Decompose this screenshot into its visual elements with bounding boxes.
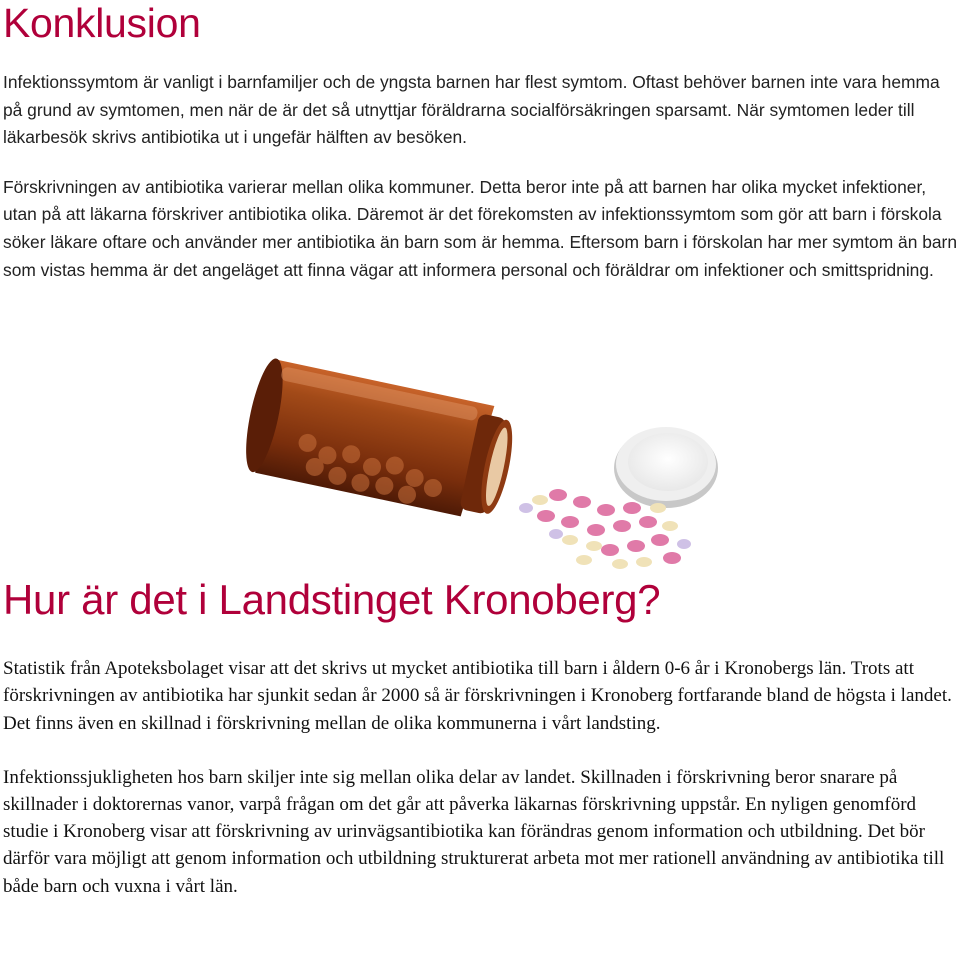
paragraph-konklusion-1: Infektionssymtom är vanligt i barnfamiljer och de yngsta barnen har flest symtom. Oftast behöver barnen inte vara hemma på grund av symtomen, men när de är det så utnyttjar föräldrarna socialförsäkringen sparsamt. När symtomen leder till läkarbesök skrivs antibiotika ut i ungefär hälften av besöken. (3, 72, 940, 148)
paragraph-kronoberg-2: Infektionssjukligheten hos barn skiljer inte sig mellan olika delar av landet. Skillnaden i förskrivning beror snarare på skillnader i doktorernas vanor, varpå frågan om det går att påverka läkarnas förskrivning uppstår. En nyligen genomförd studie i Kronoberg visar att förskrivning av urinvägsantibiotika kan förändras genom information och utbildning. Det bör därför vara möjligt att genom information och utbildning strukturerat arbeta mot mer rationell användning av antibiotika till både barn och vuxna i vårt län. (3, 766, 945, 897)
paragraph-kronoberg-1: Statistik från Apoteksbolaget visar att det skrivs ut mycket antibiotika till barn i åldern 0-6 år i Kronobergs län. Trots att förskrivningen av antibiotika har sjunkit sedan år 2000 så är förskrivningen i Kronoberg fortfarande bland de högsta i landet. Det finns även en skillnad i förskrivning mellan de olika kommunerna i vårt landsting. (3, 658, 952, 734)
bottle-cap-icon (614, 427, 718, 508)
heading-kronoberg: Hur är det i Landstinget Kronoberg? (3, 576, 661, 624)
paragraph-konklusion-2: Förskrivningen av antibiotika varierar mellan olika kommuner. Detta beror inte på att barnen har olika mycket infektioner, utan på att läkarna förskriver antibiotika olika. Däremot är det förekomsten av infektionssymtom som gör att barn i förskola söker läkare oftare och använder mer antibiotika än barn som är hemma. Eftersom barn i förskolan har mer symtom än barn som vistas hemma är det angeläget att finna vägar att informera personal och föräldrar om infektioner och smittspridning. (3, 176, 958, 280)
heading-konklusion: Konklusion (3, 0, 201, 46)
pill-bottle-photo (240, 350, 730, 585)
pill-bottle-icon (240, 356, 521, 524)
